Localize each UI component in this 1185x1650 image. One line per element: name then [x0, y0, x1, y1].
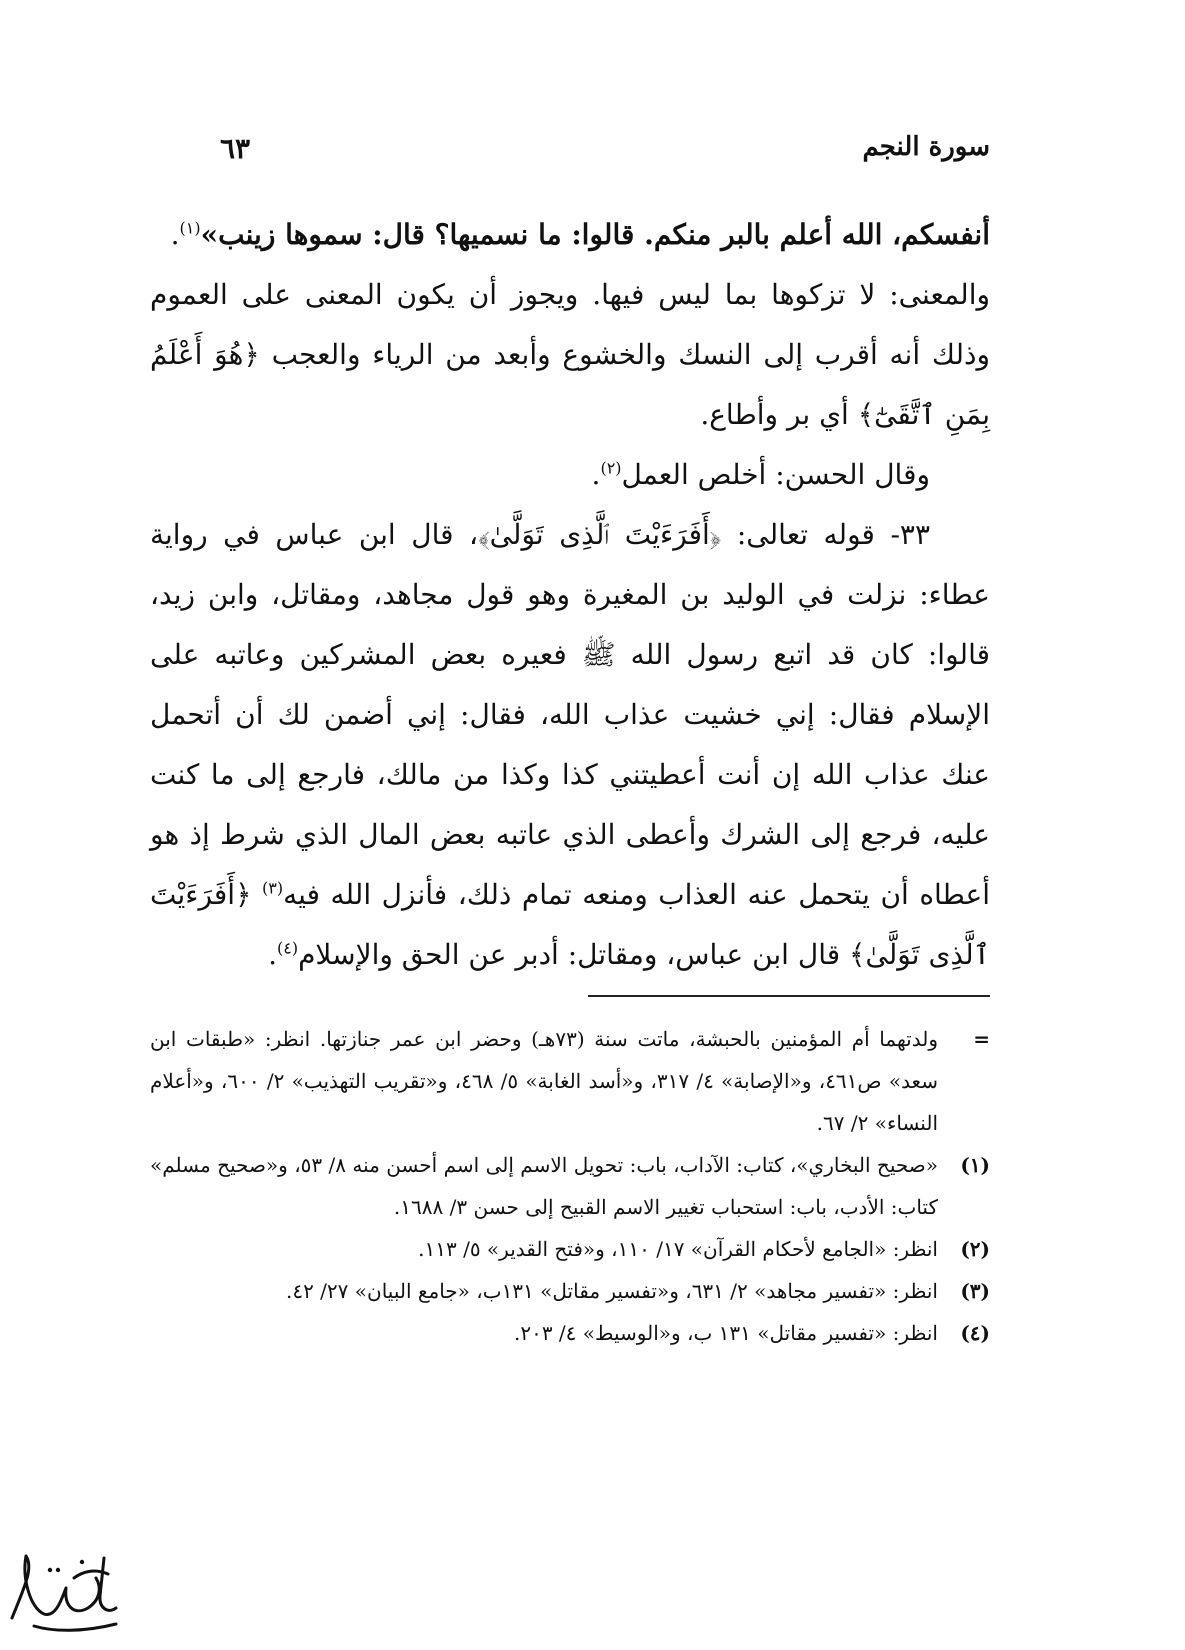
footnote-marker: (٣): [960, 1279, 990, 1303]
footnote-1: [150, 1144, 990, 1228]
paragraph-4-end: .: [268, 938, 277, 971]
paragraph-3-end: .: [591, 458, 601, 491]
page-header: [220, 132, 990, 182]
footnote-text: انظر: «تفسير مجاهد» ٢/ ٦٣١، و«تفسير مقاتل» ١٣١ب، «جامع البيان» ٢٧/ ٤٢.: [285, 1279, 938, 1303]
main-text: [150, 205, 990, 985]
footnote-continuation: [150, 1018, 990, 1144]
paragraph-3-text: وقال الحسن: أخلص العمل: [621, 458, 930, 491]
footnote-2: [150, 1228, 990, 1270]
paragraph-3: [150, 445, 990, 505]
footnote-marker: (٤): [960, 1321, 990, 1345]
footnote-divider: [588, 995, 990, 997]
footnote-text: انظر: «الجامع لأحكام القرآن» ١٧/ ١١٠، و«فتح القدير» ٥/ ١١٣.: [418, 1237, 938, 1261]
paragraph-4-text-a: ٣٣- قوله تعالى: ﴿أَفَرَءَيْتَ ٱلَّذِى تَوَلَّىٰ﴾، قال ابن عباس في رواية عطاء: نزلت في الوليد بن المغيرة وهو قول مجاهد، ومقاتل، وابن زيد، قالوا: كان قد اتبع رسول الله ﷺ فعيره بعض المشركين وعاتبه على الإسلام فقال: إني خشيت عذاب الله، فقال: إني أضمن لك أن أتحمل عنك عذاب الله إن أنت أعطيتني كذا وكذا من مالك، فارجع إلى ما كنت عليه، فرجع إلى الشرك وأعطى الذي عاتبه بعض المال الذي شرط إذ هو أعطاه أن يتحمل عنه العذاب ومنعه تمام ذلك، فأنزل الله فيه: [150, 518, 991, 911]
paragraph-4-text-b: ﴿أَفَرَءَيْتَ ٱلَّذِى تَوَلَّىٰ﴾ قال ابن عباس، ومقاتل: أدبر عن الحق والإسلام: [150, 878, 990, 971]
page-number: ٦٣: [220, 132, 251, 165]
paragraph-1-end: .: [170, 218, 180, 251]
paragraph-1: [150, 205, 990, 265]
footnote-ref-1[interactable]: (١): [179, 218, 201, 238]
footnote-marker: (٢): [960, 1237, 990, 1261]
footnotes: [150, 1018, 990, 1354]
footnote-4: [150, 1312, 990, 1354]
footnote-marker: (١): [960, 1153, 990, 1177]
footnote-ref-3[interactable]: (٣): [262, 878, 284, 898]
paragraph-2: والمعنى: لا تزكوها بما ليس فيها. ويجوز أن يكون المعنى على العموم وذلك أنه أقرب إلى النسك والخشوع وأبعد من الرياء والعجب ﴿هُوَ أَعْلَمُ بِمَنِ ٱتَّقَىٰٓ﴾ أي بر وأطاع.: [150, 278, 990, 431]
footnote-3: [150, 1270, 990, 1312]
footnote-text: انظر: «تفسير مقاتل» ١٣١ ب، و«الوسيط» ٤/ ٢٠٣.: [513, 1321, 938, 1345]
paragraph-1-text: أنفسكم، الله أعلم بالبر منكم. قالوا: ما نسميها؟ قال: سموها زينب»: [200, 218, 990, 251]
paragraph-4: [150, 505, 990, 985]
footnote-text: «صحيح البخاري»، كتاب: الآداب، باب: تحويل الاسم إلى اسم أحسن منه ٨/ ٥٣، و«صحيح مسلم» كتاب: الأدب، باب: استحباب تغيير الاسم القبيح إلى حسن ٣/ ١٦٨٨.: [150, 1153, 938, 1219]
footnote-text: ولدتهما أم المؤمنين بالحبشة، ماتت سنة (٧٣هـ) وحضر ابن عمر جنازتها. انظر: «طبقات ابن سعد» ص٤٦١، و«الإصابة» ٤/ ٣١٧، و«أسد الغابة» ٥/ ٤٦٨، و«تقريب التهذيب» ٢/ ٦٠٠، و«أعلام النساء» ٢/ ٦٧.: [150, 1027, 938, 1135]
calligraphy-logo-icon: [4, 1548, 124, 1636]
footnote-ref-2[interactable]: (٢): [600, 458, 622, 478]
surah-title: سورة النجم: [862, 132, 990, 162]
footnote-marker: =: [973, 1027, 990, 1051]
footnote-ref-4[interactable]: (٤): [277, 938, 299, 958]
